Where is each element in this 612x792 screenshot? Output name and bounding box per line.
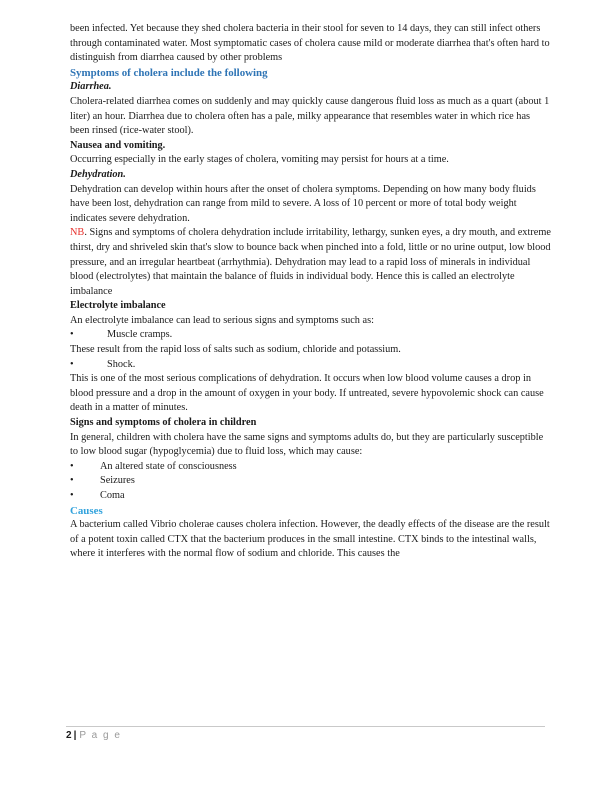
paragraph-nausea-vomiting: Occurring especially in the early stages of cholera, vomiting may persist for hours at a time. — [70, 154, 449, 166]
nb-text: . Signs and symptoms of cholera dehydration include irritability, lethargy, sunken eyes, a dry mouth, and extreme thirst, dry and shriveled skin that's slow to bounce back when pinched into a fold, little or no urine output, low blood pressure, and an irregular heartbeat (arrhythmia). Dehydration may lead to a rapid loss of minerals in individual blood (electrolytes) that maintain the balance of fluids in individual body. Hence this is called an electrolyte imbalance — [70, 227, 551, 297]
bullet-item-consciousness — [70, 460, 551, 475]
paragraph-children: In general, children with cholera have the same signs and symptoms adults do, but they are particularly susceptible to low blood sugar (hypoglycemia) due to fluid loss, which may cause: — [70, 431, 544, 458]
bullet-icon: • — [70, 460, 74, 472]
bullet-icon: • — [70, 475, 74, 487]
paragraph-electrolyte-intro: An electrolyte imbalance can lead to serious signs and symptoms such as: — [70, 314, 374, 326]
footer-page-word: P a g e — [79, 730, 122, 741]
bullet-row — [70, 328, 551, 343]
heading-children: Signs and symptoms of cholera in children — [70, 417, 257, 429]
footer-page-number: 2 — [66, 730, 72, 741]
bullet-item-shock — [70, 358, 551, 373]
bullet-icon: • — [70, 329, 74, 341]
subheading-dehydration: Dehydration. — [70, 168, 126, 180]
paragraph-shock: This is one of the most serious complications of dehydration. It occurs when low blood volume causes a drop in blood pressure and a drop in the amount of oxygen in your body. If untreated, severe hypovolemic shock can cause death in a matter of minutes. — [70, 373, 544, 414]
paragraph-dehydration: Dehydration can develop within hours after the onset of cholera symptoms. Depending on how many body fluids have been lost, dehydration can range from mild to severe. A loss of 10 percent or more of total body weight indicates severe dehydration. — [70, 183, 536, 224]
subheading-diarrhea: Diarrhea. — [70, 81, 112, 93]
nb-label: NB — [70, 227, 85, 239]
paragraph-infection-intro: been infected. Yet because they shed cholera bacteria in their stool for seven to 14 days, they can still infect others through contaminated water. Most symptomatic cases of cholera cause mild or moderate diarrhea that's often hard to distinguish from diarrhea caused by other problems — [70, 23, 550, 64]
footer-separator: | — [73, 730, 77, 741]
bullet-icon: • — [70, 358, 74, 370]
bullet-label: Coma — [100, 490, 125, 501]
bullet-label: An altered state of consciousness — [100, 460, 237, 472]
bullet-row — [70, 358, 551, 373]
document-content — [70, 22, 551, 562]
paragraph-diarrhea: Cholera-related diarrhea comes on suddenly and may quickly cause dangerous fluid loss as much as a quart (about 1 liter) an hour. Diarrhea due to cholera often has a pale, milky appearance that resembles water in which rice has been rinsed (rice-water stool). — [70, 95, 550, 137]
bullet-label: Muscle cramps. — [107, 329, 173, 341]
bullet-item-coma — [70, 489, 551, 504]
bullet-item-seizures — [70, 474, 551, 489]
paragraph-nb-note — [70, 226, 551, 299]
page-footer — [66, 726, 545, 742]
bullet-icon: • — [70, 490, 74, 501]
heading-causes: Causes — [70, 504, 103, 517]
heading-electrolyte-imbalance: Electrolyte imbalance — [70, 300, 166, 312]
paragraph-causes: A bacterium called Vibrio cholerae causes cholera infection. However, the deadly effects of the disease are the result of a potent toxin called CTX that the bacterium produces in the small intestine. CTX binds to the intestinal walls, where it interferes with the normal flow of sodium and chloride. This causes the — [70, 519, 550, 560]
bullet-item-muscle-cramps — [70, 328, 551, 357]
heading-symptoms: Symptoms of cholera include the following — [70, 66, 268, 79]
bullet-subtext: These result from the rapid loss of salts such as sodium, chloride and potassium. — [70, 344, 401, 356]
subheading-nausea-vomiting: Nausea and vomiting. — [70, 139, 166, 151]
bullet-label: Shock. — [107, 358, 136, 370]
bullet-label: Seizures — [100, 475, 135, 487]
